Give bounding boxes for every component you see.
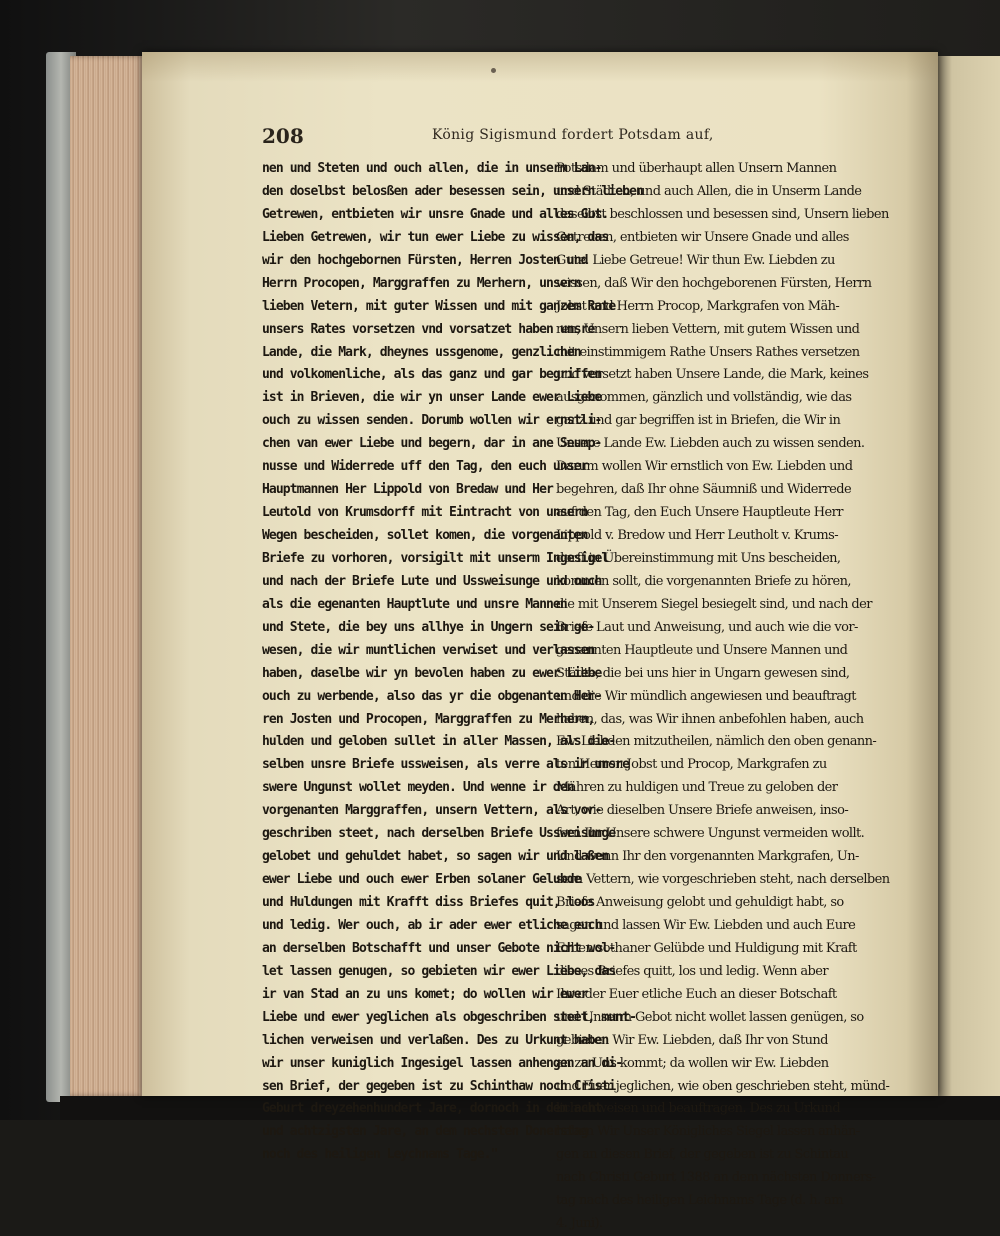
text-line: genannten Hauptleute und Unsere Mannen und [556, 642, 848, 658]
text-line: lich anweisen und beauftragen. Des zu Urkund [556, 1101, 841, 1117]
text-line: Liebe und ewer yeglichen als obgeschriben steet, munt- [262, 1009, 637, 1025]
paper-speck [491, 68, 496, 73]
text-line: Gute. Liebe Getreue! Wir thun Ew. Liebden zu [556, 252, 835, 268]
text-line: Art, wie dieselben Unsere Briefe anweisen, inso- [556, 803, 849, 819]
text-line: Leutold von Krumsdorff mit Eintracht von unsern [262, 505, 588, 521]
text-line: und Städten, und auch Allen, die in Unserm Lande [556, 183, 862, 199]
text-line: Hauptmannen Her Lippold von Bredaw und Her [262, 482, 553, 498]
page-number: 208 [262, 124, 304, 148]
text-line: fern Ihr Unsere schwere Ungunst vermeiden wollt. [556, 826, 865, 842]
text-line: ewer Liebe und ouch ewer Erben solaner Gelubde [262, 872, 581, 888]
text-line: Darum wollen Wir ernstlich von Ew. Liebden und [556, 459, 853, 475]
text-line: lichen verweisen und verlaßen. Des zu Urkunt haben [262, 1032, 609, 1048]
text-line: Wegen bescheiden, sollet komen, die vorgenanten [262, 528, 588, 543]
running-head: König Sigismund fordert Potsdam auf, [432, 127, 714, 143]
text-line: ganz und gar begriffen ist in Briefen, die Wir in [556, 413, 841, 429]
text-line: dieses Briefes quitt, los und ledig. Wenn aber [556, 963, 828, 979]
right-column-modern-german-text [556, 158, 890, 1236]
text-line: auf den Tag, den Euch Unsere Hauptleute Herr [556, 505, 843, 521]
page-stack-edges [70, 56, 148, 1096]
text-line: Unsere Lande Ew. Liebden auch zu wissen senden. [556, 436, 865, 452]
text-line: tag nach des heiligen Leichnams Tage (d. h. am [556, 1193, 843, 1209]
text-line: noch des heiligen Leychnams Tage." [262, 1147, 498, 1163]
text-line: und achtzigsten Jare, an dem nechsten Donerstag [262, 1124, 588, 1140]
facing-page-edge [936, 56, 1000, 1096]
text-line: ausgenommen, gänzlich und vollständig, wie das [556, 390, 852, 406]
text-line: und Huldungen mit Krafft diss Briefes quit, loos [262, 895, 595, 910]
text-line: hulden und geloben sullet in aller Massen, als die- [262, 734, 616, 750]
text-line: ten Herren Jobst und Procop, Markgrafen zu [556, 757, 827, 773]
text-line: daselbst beschlossen und besessen sind, Unsern lieben [556, 206, 889, 222]
text-line: ren Josten und Procopen, Marggraffen zu Merhern, [262, 711, 595, 727]
text-line: begehren, daß Ihr ohne Säumniß und Widerrede [556, 482, 852, 498]
text-line: unsers Rates vorsetzen vnd vorsatzet haben unsre [262, 321, 595, 337]
text-line: den doselbst belosßen ader besessen sein, unsern lieben [262, 183, 643, 199]
text-line: ist in Brieven, die wir yn unser Lande ewer Liebe [262, 390, 602, 406]
text-line: an zu Uns kommt; da wollen wir Ew. Liebden [556, 1055, 829, 1071]
text-line: chen van ewer Liebe und begern, dar in ane Seump- [262, 436, 602, 452]
text-line: gelobet und gehuldet habet, so sagen wir und laßen [262, 849, 609, 865]
text-line: und volkomenliche, als das ganz und gar begriffen [262, 367, 602, 383]
text-line: und Stete, die bey uns allhye in Ungern sein ge- [262, 619, 595, 635]
text-line: sagen und lassen Wir Ew. Liebden und auch Eure [556, 917, 856, 933]
text-line: sern Vettern, wie vorgeschrieben steht, nach derselben [556, 872, 890, 888]
left-column-old-german-text [262, 158, 643, 1167]
text-line: gen an diesen Brief, der gegeben ist zu Schintau [556, 1147, 849, 1163]
text-line: Städte, die bei uns hier in Ungarn gewesen sind, [556, 665, 850, 681]
text-line: Jobst und Herrn Procop, Markgrafen von Mäh- [556, 298, 840, 314]
text-line: dorff in Übereinstimmung mit Uns bescheiden, [556, 550, 841, 566]
text-line: Briefe Laut und Anweisung, und auch wie die vor- [556, 619, 858, 635]
text-line: haben, das, was Wir ihnen anbefohlen haben, auch [556, 711, 864, 727]
text-line: Getreuen, entbieten wir Unsere Gnade und alles [556, 229, 849, 245]
text-line: gebieten Wir Ew. Liebden, daß Ihr von Stund [556, 1032, 828, 1048]
text-line: Ew. Liebden mitzutheilen, nämlich den oben genann- [556, 734, 877, 750]
text-line: Lande, die Mark, dheynes ussgenome, genzlichen [262, 344, 581, 360]
text-line: ouch zu werbende, also das yr die obgenanten Her- [262, 688, 602, 704]
text-line: swere Ungunst wollet meyden. Und wenne ir den [262, 780, 574, 796]
text-line: vorgenanten Marggraffen, unsern Vettern, als vor- [262, 803, 602, 819]
text-line: Herrn Procopen, Marggraffen zu Merhern, unsern [262, 275, 581, 291]
text-line: und die Wir mündlich angewiesen und beauftragt [556, 688, 856, 704]
text-line: 4. Juni). [556, 1216, 603, 1232]
text-line: und versetzt haben Unsere Lande, die Mark, keines [556, 367, 869, 383]
text-line: ir van Stad an zu uns komet; do wollen wir ewer [262, 986, 588, 1002]
text-line: lieben Vetern, mit guter Wissen und mit ganzem Rate [262, 298, 616, 314]
text-line: let lassen genugen, so gebieten wir ewer Liebe, das [262, 963, 616, 979]
text-line: kommen sollt, die vorgenannten Briefe zu hören, [556, 573, 851, 589]
text-line: geschriben steet, nach derselben Briefe Ussweisunge [262, 826, 616, 842]
text-line: wesen, die wir muntlichen verwiset und verlassen [262, 642, 595, 658]
text-line: mit einstimmigem Rathe Unsers Rathes versetzen [556, 344, 860, 360]
text-line: Lieben Getrewen, wir tun ewer Liebe zu wissen, das [262, 229, 609, 245]
text-line: haben Wir Unser Königliches Siegel lassen anhän- [556, 1124, 860, 1140]
text-line: wir den hochgebornen Fürsten, Herren Josten und [262, 252, 588, 268]
text-line: nen und Steten und ouch allen, die in unserm Lan- [262, 161, 602, 176]
text-line: Lippold v. Bredow und Herr Leutholt v. Krums- [556, 528, 838, 543]
text-line: sen Brief, der gegeben ist zu Schinthaw noch Cristi [262, 1078, 616, 1094]
text-line: nusse und Widerrede uff den Tag, den euch unser [262, 459, 588, 475]
text-line: ren, Unsern lieben Vettern, mit gutem Wissen und [556, 321, 860, 337]
text-line: als die egenanten Hauptlute und unsre Mannen [262, 596, 567, 612]
text-line: Und wenn Ihr den vorgenannten Markgrafen, Un- [556, 849, 859, 865]
text-line: und Unserm Gebot nicht wollet lassen genügen, so [556, 1009, 864, 1025]
text-line: Mähren zu huldigen und Treue zu geloben der [556, 780, 838, 796]
page-header [262, 124, 714, 150]
text-line: Briefe Anweisung gelobt und gehuldigt habt, so [556, 895, 844, 910]
text-line: und Euer jeglichen, wie oben geschrieben steht, münd- [556, 1078, 890, 1094]
text-line: ouch zu wissen senden. Dorumb wollen wir ernstli- [262, 413, 602, 429]
text-line: Ihr oder Euer etliche Euch an dieser Botschaft [556, 986, 837, 1002]
text-line: Potsdam und überhaupt allen Unsern Mannen [556, 161, 837, 176]
text-line: wir unser kuniglich Ingesigel lassen anhengen an di- [262, 1055, 623, 1071]
text-line: nach Christi Geburt 1388 an dem nächsten Donners- [556, 1170, 876, 1186]
text-line: und ledig. Wer ouch, ab ir ader ewer etliche euch [262, 917, 602, 933]
text-line: Erben sothaner Gelübde und Huldigung mit Kraft [556, 940, 857, 956]
text-line: Geburt dreyzehenhundert Jare, dornoch in dem acht [262, 1101, 602, 1117]
text-line: an derselben Botschafft und unser Gebote nicht wol- [262, 940, 616, 956]
text-line: selben unsre Briefe ussweisen, als verre als ir unsre [262, 757, 630, 773]
text-line: haben, daselbe wir yn bevolen haben zu ewer Liebe [262, 665, 602, 681]
text-line: die mit Unserem Siegel besiegelt sind, und nach der [556, 596, 872, 612]
text-line: wissen, daß Wir den hochgeborenen Fürsten, Herrn [556, 275, 872, 291]
text-line: und nach der Briefe Lute und Ussweisunge und ouch [262, 573, 602, 589]
text-line: Briefe zu vorhoren, vorsigilt mit unserm Ingesigel [262, 550, 609, 566]
text-line: Getrewen, entbieten wir unsre Gnade und alles Gut. [262, 206, 609, 222]
